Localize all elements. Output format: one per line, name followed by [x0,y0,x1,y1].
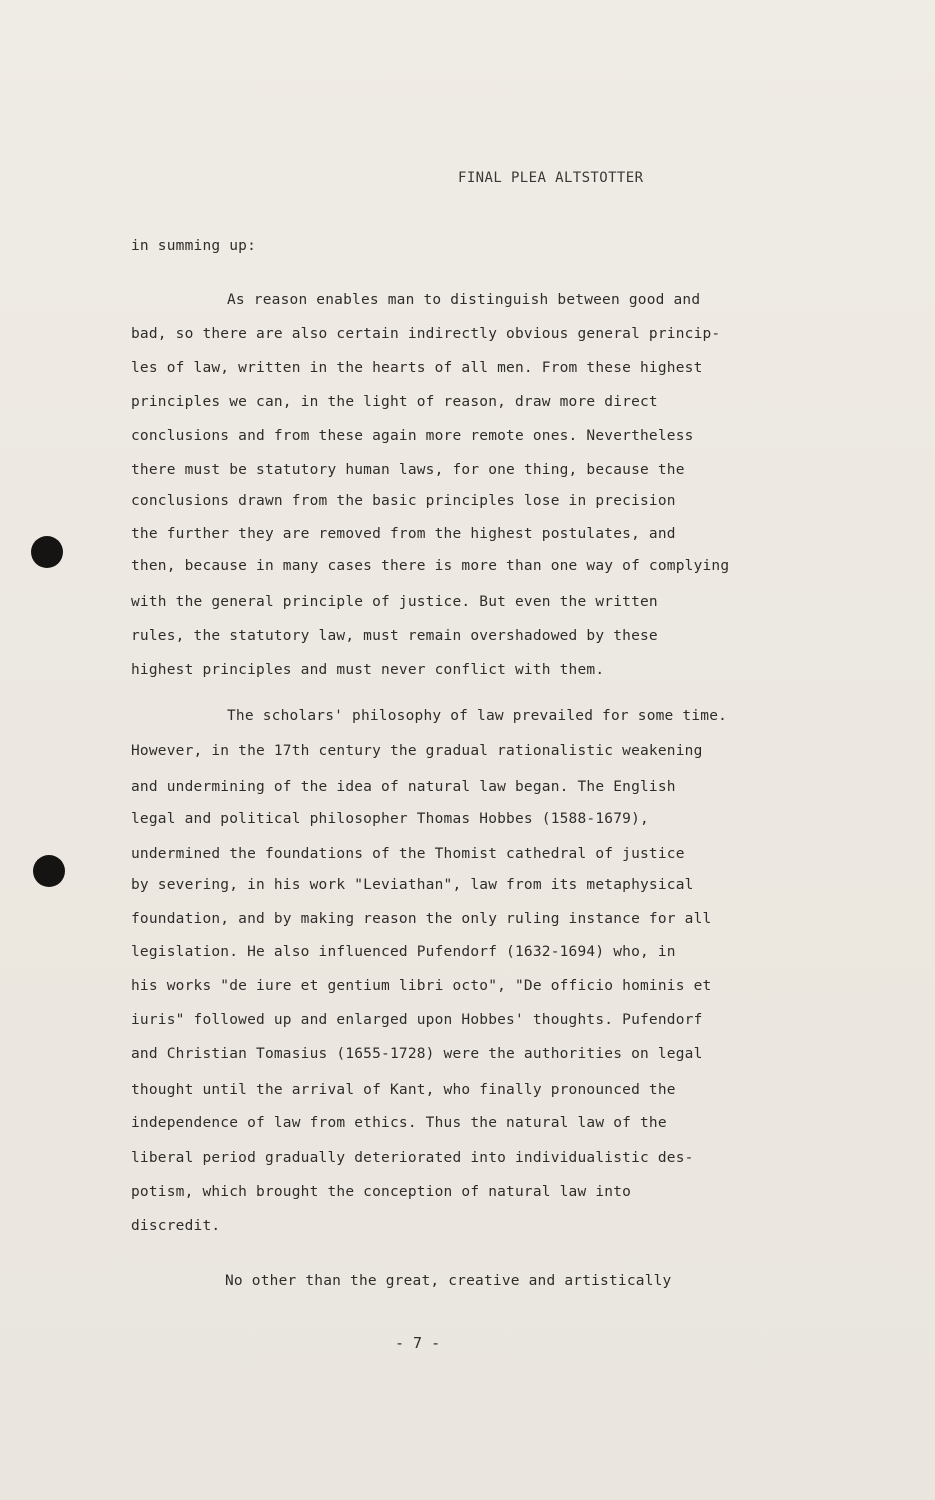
text-line: legislation. He also influenced Pufendorf (1632-1694) who, in [131,944,676,960]
page-number: - 7 - [395,1334,441,1352]
text-line: No other than the great, creative and artistically [225,1273,672,1289]
text-line: potism, which brought the conception of natural law into [131,1184,632,1200]
text-line: legal and political philosopher Thomas Hobbes (1588-1679), [131,811,649,827]
text-line: However, in the 17th century the gradual rationalistic weakening [131,743,703,759]
text-line: highest principles and must never conflict with them. [131,662,605,678]
text-line: principles we can, in the light of reason, draw more direct [131,394,658,410]
text-line: thought until the arrival of Kant, who finally pronounced the [131,1082,676,1098]
text-line: The scholars' philosophy of law prevailed for some time. [227,708,728,724]
text-line: then, because in many cases there is more than one way of complying [131,558,730,574]
punch-hole [33,855,65,887]
text-line: and undermining of the idea of natural law began. The English [131,779,676,795]
page-header: FINAL PLEA ALTSTOTTER [458,170,644,186]
text-line: conclusions drawn from the basic principles lose in precision [131,493,676,509]
text-line: there must be statutory human laws, for one thing, because the [131,462,685,478]
text-line: and Christian Tomasius (1655-1728) were the authorities on legal [131,1046,703,1062]
text-line: the further they are removed from the highest postulates, and [131,526,676,542]
intro-line: in summing up: [131,238,257,254]
text-line: bad, so there are also certain indirectly obvious general princip- [131,326,721,342]
text-line: independence of law from ethics. Thus the natural law of the [131,1115,667,1131]
text-line: conclusions and from these again more remote ones. Nevertheless [131,428,694,444]
text-line: foundation, and by making reason the only ruling instance for all [131,911,712,927]
text-line: by severing, in his work "Leviathan", law from its metaphysical [131,877,694,893]
text-line: undermined the foundations of the Thomist cathedral of justice [131,846,685,862]
text-line: his works "de iure et gentium libri octo", "De officio hominis et [131,978,712,994]
punch-hole [31,536,63,568]
text-line: liberal period gradually deteriorated into individualistic des- [131,1150,694,1166]
text-line: rules, the statutory law, must remain overshadowed by these [131,628,658,644]
text-line: As reason enables man to distinguish between good and [227,292,701,308]
text-line: discredit. [131,1218,221,1234]
text-line: with the general principle of justice. But even the written [131,594,658,610]
text-line: les of law, written in the hearts of all men. From these highest [131,360,703,376]
text-line: iuris" followed up and enlarged upon Hobbes' thoughts. Pufendorf [131,1012,703,1028]
